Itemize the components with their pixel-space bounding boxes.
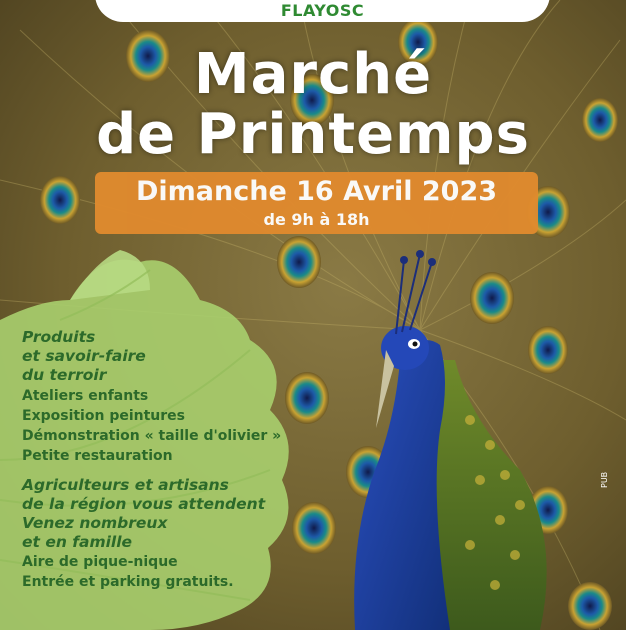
event-hours: de 9h à 18h (263, 210, 370, 229)
info-line: Exposition peintures (22, 408, 185, 424)
top-banner (95, 0, 550, 22)
info-line: et en famille (22, 533, 133, 551)
title-line-1: Marché (193, 42, 433, 107)
info-line: Petite restauration (22, 448, 173, 464)
info-line: Agriculteurs et artisans (22, 476, 229, 494)
info-line: de la région vous attendent (22, 495, 266, 513)
info-line: Produits (22, 328, 96, 346)
date-banner (95, 172, 538, 234)
info-line: Ateliers enfants (22, 388, 149, 404)
info-line: Entrée et parking gratuits. (22, 574, 234, 590)
info-line: du terroir (22, 366, 107, 384)
info-line: Aire de pique-nique (22, 554, 178, 570)
info-line: Démonstration « taille d'olivier » (22, 428, 282, 444)
event-date: Dimanche 16 Avril 2023 (135, 176, 498, 207)
info-line: Venez nombreux (22, 514, 168, 532)
town-name: FLAYOSC (280, 1, 365, 20)
title-line-2: de Printemps (96, 102, 530, 167)
info-line: et savoir-faire (22, 347, 146, 365)
side-credit: PUB (600, 471, 609, 488)
